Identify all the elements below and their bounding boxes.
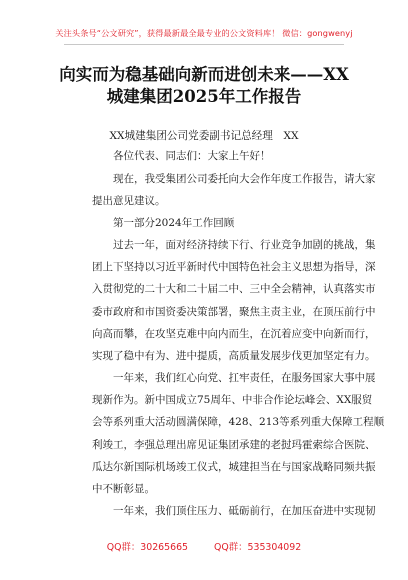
intro-line-1: 现在，我受集团公司委托向大会作年度工作报告，请大家 — [113, 173, 376, 185]
overview-line-4: 委市政府和市国资委决策部署，聚焦主责主业，在顶压前行中 — [92, 305, 376, 318]
intro-line-2: 提出意见建议。 — [92, 195, 166, 208]
achievements-line-4: 利竣工，李强总理出席见证集团承建的老挝玛霍索综合医院、 — [92, 438, 376, 451]
footer-qq-group-1: QQ群：30265665 — [106, 542, 189, 553]
section-heading-text: 第一部分2024年工作回顾 — [113, 217, 235, 229]
achievements-line-3: 会等系列重大活动圆满保障，428、213等系列重大保障工程顺 — [92, 416, 385, 429]
paragraph-greeting — [92, 145, 336, 167]
resilience-line-1: 一年来，我们顶住压力、砥砺前行，在加压奋进中实现韧 — [113, 505, 376, 517]
footer-contact — [0, 539, 408, 553]
overview-line-2: 团上下坚持以习近平新时代中国特色社会主义思想为指导，深 — [92, 261, 376, 274]
report-title-line-2: 城建集团2025年工作报告 — [106, 87, 302, 106]
paragraph-intro — [92, 168, 376, 212]
greeting-line: 各位代表、同志们：大家上午好！ — [113, 150, 271, 162]
overview-line-1: 过去一年，面对经济持续下行、行业竞争加剧的挑战，集 — [113, 239, 376, 251]
header-divider — [64, 44, 344, 45]
achievements-line-6: 中不断彰显。 — [92, 482, 155, 495]
footer-qq-group-2: QQ群：535304092 — [214, 542, 302, 553]
paragraph-resilience — [92, 500, 376, 522]
header-promo-banner: 关注头条号“公文研究”，获得最新最全最专业的公文资料库！ 微信：gongwenyj — [55, 28, 353, 38]
report-title-line-1: 向实而为稳基础向新而进创未来——XX — [59, 65, 349, 84]
overview-line-3: 入贯彻党的二十大和二十届二中、三中全会精神，认真落实市 — [92, 283, 376, 296]
achievements-line-1: 一年来，我们红心向党、扛牢责任，在服务国家大事中展 — [113, 372, 376, 384]
paragraph-achievements — [92, 367, 385, 500]
overview-line-6: 实现了稳中有为、进中提质，高质量发展步伐更加坚定有力。 — [92, 349, 376, 362]
achievements-line-5: 瓜达尔新国际机场竣工仪式，城建担当在与国家战略同频共振 — [92, 460, 376, 473]
paragraph-overview — [92, 234, 376, 367]
overview-line-5: 向高而攀，在攻坚克难中向内而生，在沉着应变中向新而行， — [92, 327, 376, 340]
achievements-line-2: 现新作为。新中国成立75周年、中非合作论坛峰会、XX服贸 — [92, 394, 373, 407]
section-heading — [92, 212, 336, 234]
report-author: XX城建集团公司党委副书记总经理 XX — [109, 130, 299, 142]
